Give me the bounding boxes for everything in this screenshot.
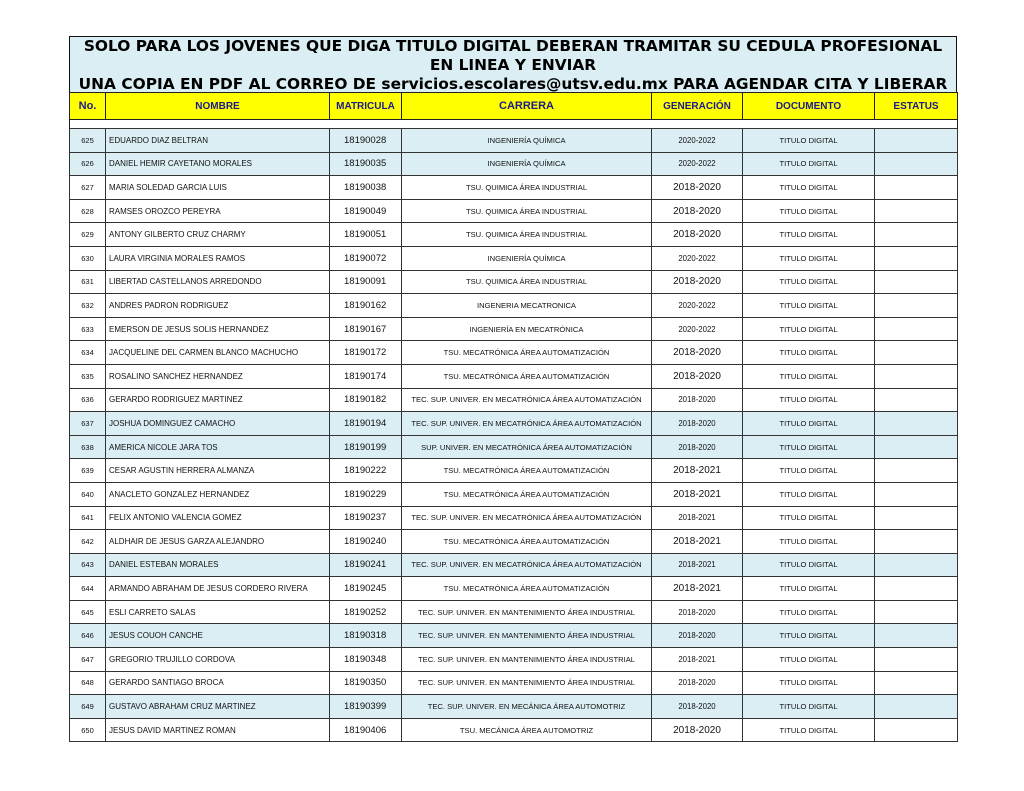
cell-no: 649: [70, 695, 106, 719]
cell-no: 630: [70, 246, 106, 270]
cell-matricula: 18190229: [330, 482, 402, 506]
cell-carrera: INGENERIA MECATRONICA: [402, 294, 652, 318]
table-row: [70, 364, 958, 388]
cell-documento: TITULO DIGITAL: [743, 530, 875, 554]
header-estatus: ESTATUS: [875, 93, 958, 120]
cell-documento: TITULO DIGITAL: [743, 553, 875, 577]
cell-matricula: 18190399: [330, 695, 402, 719]
cell-no: 638: [70, 435, 106, 459]
cell-matricula: 18190051: [330, 223, 402, 247]
cell-documento: TITULO DIGITAL: [743, 176, 875, 200]
table-row: [70, 199, 958, 223]
cell-nombre: GREGORIO TRUJILLO CORDOVA: [106, 648, 330, 672]
cell-matricula: 18190199: [330, 435, 402, 459]
notice-line-1: SOLO PARA LOS JOVENES QUE DIGA TITULO DIGITAL DEBERAN TRAMITAR SU CEDULA PROFESIONAL EN LINEA Y ENVIAR: [83, 37, 943, 74]
cell-no: 629: [70, 223, 106, 247]
cell-estatus: [875, 388, 958, 412]
cell-generacion: 2018-2020: [652, 600, 743, 624]
cell-generacion: 2018-2020: [652, 270, 743, 294]
cell-documento: TITULO DIGITAL: [743, 648, 875, 672]
cell-estatus: [875, 246, 958, 270]
cell-no: 627: [70, 176, 106, 200]
cell-no: 631: [70, 270, 106, 294]
cell-estatus: [875, 553, 958, 577]
cell-carrera: TSU. MECATRÓNICA ÁREA AUTOMATIZACIÓN: [402, 341, 652, 365]
cell-carrera: TSU. QUIMICA ÁREA INDUSTRIAL: [402, 199, 652, 223]
cell-estatus: [875, 459, 958, 483]
cell-matricula: 18190091: [330, 270, 402, 294]
cell-matricula: 18190350: [330, 671, 402, 695]
cell-estatus: [875, 199, 958, 223]
cell-documento: TITULO DIGITAL: [743, 695, 875, 719]
cell-estatus: [875, 648, 958, 672]
cell-estatus: [875, 152, 958, 176]
cell-carrera: TSU. QUIMICA ÁREA INDUSTRIAL: [402, 270, 652, 294]
cell-carrera: TEC. SUP. UNIVER. EN MANTENIMIENTO ÁREA INDUSTRIAL: [402, 648, 652, 672]
cell-documento: TITULO DIGITAL: [743, 412, 875, 436]
cell-no: 646: [70, 624, 106, 648]
cell-matricula: 18190038: [330, 176, 402, 200]
cell-generacion: 2018-2020: [652, 671, 743, 695]
notice-line-2: UNA COPIA EN PDF AL CORREO DE servicios.escolares@utsv.edu.mx PARA AGENDAR CITA Y LIBERAR: [78, 75, 948, 92]
cell-no: 636: [70, 388, 106, 412]
cell-documento: TITULO DIGITAL: [743, 129, 875, 153]
header-carrera: CARRERA: [402, 93, 652, 120]
cell-matricula: 18190406: [330, 718, 402, 742]
cell-no: 635: [70, 364, 106, 388]
table-row: [70, 624, 958, 648]
cell-nombre: ARMANDO ABRAHAM DE JESUS CORDERO RIVERA: [106, 577, 330, 601]
cell-estatus: [875, 317, 958, 341]
cell-estatus: [875, 294, 958, 318]
cell-matricula: 18190240: [330, 530, 402, 554]
cell-matricula: 18190318: [330, 624, 402, 648]
cell-nombre: JACQUELINE DEL CARMEN BLANCO MACHUCHO: [106, 341, 330, 365]
cell-estatus: [875, 364, 958, 388]
cell-nombre: DANIEL ESTEBAN MORALES: [106, 553, 330, 577]
cell-carrera: TSU. MECATRÓNICA ÁREA AUTOMATIZACIÓN: [402, 577, 652, 601]
cell-nombre: LIBERTAD CASTELLANOS ARREDONDO: [106, 270, 330, 294]
cell-matricula: 18190049: [330, 199, 402, 223]
cell-carrera: TEC. SUP. UNIVER. EN MECATRÓNICA ÁREA AUTOMATIZACIÓN: [402, 388, 652, 412]
cell-no: 641: [70, 506, 106, 530]
cell-generacion: 2018-2020: [652, 223, 743, 247]
cell-nombre: EDUARDO DIAZ BELTRAN: [106, 129, 330, 153]
cell-generacion: 2018-2021: [652, 648, 743, 672]
cell-matricula: 18190028: [330, 129, 402, 153]
cell-documento: TITULO DIGITAL: [743, 152, 875, 176]
cell-matricula: 18190072: [330, 246, 402, 270]
cell-estatus: [875, 412, 958, 436]
cell-generacion: 2018-2021: [652, 482, 743, 506]
cell-no: 643: [70, 553, 106, 577]
cell-carrera: TSU. MECATRÓNICA ÁREA AUTOMATIZACIÓN: [402, 482, 652, 506]
cell-no: 628: [70, 199, 106, 223]
header-documento: DOCUMENTO: [743, 93, 875, 120]
cell-matricula: 18190174: [330, 364, 402, 388]
notice-banner: [69, 36, 957, 92]
cell-documento: TITULO DIGITAL: [743, 435, 875, 459]
cell-estatus: [875, 435, 958, 459]
table-row: [70, 482, 958, 506]
cell-no: 647: [70, 648, 106, 672]
header-nombre: NOMBRE: [106, 93, 330, 120]
cell-no: 644: [70, 577, 106, 601]
spacer-row: [70, 120, 958, 129]
cell-estatus: [875, 506, 958, 530]
cell-matricula: 18190194: [330, 412, 402, 436]
cell-estatus: [875, 341, 958, 365]
cell-matricula: 18190162: [330, 294, 402, 318]
cell-generacion: 2018-2021: [652, 506, 743, 530]
cell-carrera: SUP. UNIVER. EN MECATRÓNICA ÁREA AUTOMATIZACIÓN: [402, 435, 652, 459]
cell-nombre: JESUS COUOH CANCHE: [106, 624, 330, 648]
table-row: [70, 435, 958, 459]
cell-nombre: DANIEL HEMIR CAYETANO MORALES: [106, 152, 330, 176]
document-sheet: [69, 36, 957, 742]
cell-carrera: INGENIERÍA QUÍMICA: [402, 129, 652, 153]
cell-generacion: 2018-2020: [652, 624, 743, 648]
cell-documento: TITULO DIGITAL: [743, 341, 875, 365]
cell-generacion: 2018-2020: [652, 176, 743, 200]
cell-no: 634: [70, 341, 106, 365]
cell-no: 645: [70, 600, 106, 624]
cell-generacion: 2020-2022: [652, 246, 743, 270]
cell-nombre: ROSALINO SANCHEZ HERNANDEZ: [106, 364, 330, 388]
cell-generacion: 2018-2021: [652, 577, 743, 601]
cell-documento: TITULO DIGITAL: [743, 246, 875, 270]
cell-documento: TITULO DIGITAL: [743, 294, 875, 318]
cell-carrera: TEC. SUP. UNIVER. EN MECATRÓNICA ÁREA AUTOMATIZACIÓN: [402, 412, 652, 436]
cell-matricula: 18190167: [330, 317, 402, 341]
cell-no: 648: [70, 671, 106, 695]
cell-generacion: 2018-2020: [652, 718, 743, 742]
cell-estatus: [875, 718, 958, 742]
cell-documento: TITULO DIGITAL: [743, 600, 875, 624]
cell-generacion: 2018-2020: [652, 435, 743, 459]
cell-nombre: JESUS DAVID MARTINEZ ROMAN: [106, 718, 330, 742]
table-row: [70, 553, 958, 577]
cell-estatus: [875, 671, 958, 695]
cell-carrera: TSU. MECATRÓNICA ÁREA AUTOMATIZACIÓN: [402, 530, 652, 554]
cell-carrera: TEC. SUP. UNIVER. EN MANTENIMIENTO ÁREA INDUSTRIAL: [402, 671, 652, 695]
table-row: [70, 341, 958, 365]
cell-estatus: [875, 624, 958, 648]
table-row: [70, 270, 958, 294]
cell-generacion: 2018-2020: [652, 199, 743, 223]
table-row: [70, 317, 958, 341]
cell-documento: TITULO DIGITAL: [743, 317, 875, 341]
cell-carrera: TEC. SUP. UNIVER. EN MECATRÓNICA ÁREA AUTOMATIZACIÓN: [402, 553, 652, 577]
table-row: [70, 718, 958, 742]
table-row: [70, 152, 958, 176]
cell-matricula: 18190241: [330, 553, 402, 577]
table-row: [70, 412, 958, 436]
cell-matricula: 18190035: [330, 152, 402, 176]
header-no: No.: [70, 93, 106, 120]
cell-no: 632: [70, 294, 106, 318]
cell-nombre: GERARDO SANTIAGO BROCA: [106, 671, 330, 695]
cell-nombre: GERARDO RODRIGUEZ MARTINEZ: [106, 388, 330, 412]
cell-carrera: TEC. SUP. UNIVER. EN MECATRÓNICA ÁREA AUTOMATIZACIÓN: [402, 506, 652, 530]
cell-carrera: TSU. MECÁNICA ÁREA AUTOMOTRIZ: [402, 718, 652, 742]
table-row: [70, 648, 958, 672]
cell-no: 626: [70, 152, 106, 176]
cell-nombre: ANTONY GILBERTO CRUZ CHARMY: [106, 223, 330, 247]
cell-matricula: 18190172: [330, 341, 402, 365]
header-generacion: GENERACIÓN: [652, 93, 743, 120]
cell-carrera: TSU. MECATRÓNICA ÁREA AUTOMATIZACIÓN: [402, 459, 652, 483]
cell-generacion: 2018-2020: [652, 341, 743, 365]
header-matricula: MATRICULA: [330, 93, 402, 120]
cell-generacion: 2018-2020: [652, 388, 743, 412]
table-row: [70, 577, 958, 601]
cell-no: 640: [70, 482, 106, 506]
cell-documento: TITULO DIGITAL: [743, 482, 875, 506]
cell-estatus: [875, 695, 958, 719]
cell-nombre: ANDRES PADRON RODRIGUEZ: [106, 294, 330, 318]
cell-nombre: LAURA VIRGINIA MORALES RAMOS: [106, 246, 330, 270]
cell-nombre: RAMSES OROZCO PEREYRA: [106, 199, 330, 223]
cell-documento: TITULO DIGITAL: [743, 459, 875, 483]
cell-generacion: 2020-2022: [652, 152, 743, 176]
table-row: [70, 506, 958, 530]
cell-generacion: 2018-2020: [652, 364, 743, 388]
table-row: [70, 671, 958, 695]
cell-no: 633: [70, 317, 106, 341]
cell-generacion: 2020-2022: [652, 129, 743, 153]
table-row: [70, 388, 958, 412]
cell-estatus: [875, 270, 958, 294]
cell-generacion: 2018-2021: [652, 459, 743, 483]
table-row: [70, 530, 958, 554]
cell-estatus: [875, 482, 958, 506]
cell-nombre: GUSTAVO ABRAHAM CRUZ MARTINEZ: [106, 695, 330, 719]
spacer-cell: [70, 120, 958, 129]
cell-nombre: FELIX ANTONIO VALENCIA GOMEZ: [106, 506, 330, 530]
cell-carrera: INGENIERÍA QUÍMICA: [402, 246, 652, 270]
cell-carrera: TSU. QUIMICA ÁREA INDUSTRIAL: [402, 176, 652, 200]
cell-carrera: TSU. QUIMICA ÁREA INDUSTRIAL: [402, 223, 652, 247]
cell-documento: TITULO DIGITAL: [743, 506, 875, 530]
cell-no: 637: [70, 412, 106, 436]
cell-nombre: ANACLETO GONZALEZ HERNANDEZ: [106, 482, 330, 506]
cell-matricula: 18190245: [330, 577, 402, 601]
table-row: [70, 695, 958, 719]
cell-nombre: MARIA SOLEDAD GARCIA LUIS: [106, 176, 330, 200]
cell-matricula: 18190182: [330, 388, 402, 412]
cell-documento: TITULO DIGITAL: [743, 270, 875, 294]
cell-carrera: INGENIERÍA EN MECATRÓNICA: [402, 317, 652, 341]
cell-generacion: 2020-2022: [652, 317, 743, 341]
cell-carrera: TEC. SUP. UNIVER. EN MANTENIMIENTO ÁREA INDUSTRIAL: [402, 624, 652, 648]
table-row: [70, 223, 958, 247]
cell-generacion: 2020-2022: [652, 294, 743, 318]
cell-estatus: [875, 129, 958, 153]
students-table: [69, 92, 958, 742]
table-header-row: [70, 93, 958, 120]
cell-documento: TITULO DIGITAL: [743, 223, 875, 247]
cell-documento: TITULO DIGITAL: [743, 388, 875, 412]
cell-matricula: 18190222: [330, 459, 402, 483]
table-row: [70, 246, 958, 270]
cell-documento: TITULO DIGITAL: [743, 718, 875, 742]
cell-no: 639: [70, 459, 106, 483]
table-row: [70, 176, 958, 200]
cell-carrera: TEC. SUP. UNIVER. EN MECÁNICA ÁREA AUTOMOTRIZ: [402, 695, 652, 719]
cell-carrera: TEC. SUP. UNIVER. EN MANTENIMIENTO ÁREA INDUSTRIAL: [402, 600, 652, 624]
cell-matricula: 18190252: [330, 600, 402, 624]
cell-generacion: 2018-2020: [652, 695, 743, 719]
cell-generacion: 2018-2020: [652, 412, 743, 436]
cell-documento: TITULO DIGITAL: [743, 199, 875, 223]
table-body: [70, 120, 958, 742]
cell-nombre: ALDHAIR DE JESUS GARZA ALEJANDRO: [106, 530, 330, 554]
table-row: [70, 129, 958, 153]
cell-carrera: INGENIERÍA QUÍMICA: [402, 152, 652, 176]
cell-nombre: CESAR AGUSTIN HERRERA ALMANZA: [106, 459, 330, 483]
cell-no: 650: [70, 718, 106, 742]
cell-estatus: [875, 600, 958, 624]
cell-carrera: TSU. MECATRÓNICA ÁREA AUTOMATIZACIÓN: [402, 364, 652, 388]
cell-documento: TITULO DIGITAL: [743, 624, 875, 648]
cell-documento: TITULO DIGITAL: [743, 577, 875, 601]
cell-estatus: [875, 223, 958, 247]
cell-no: 642: [70, 530, 106, 554]
cell-documento: TITULO DIGITAL: [743, 671, 875, 695]
cell-matricula: 18190348: [330, 648, 402, 672]
cell-matricula: 18190237: [330, 506, 402, 530]
cell-nombre: EMERSON DE JESUS SOLIS HERNANDEZ: [106, 317, 330, 341]
cell-nombre: ESLI CARRETO SALAS: [106, 600, 330, 624]
table-row: [70, 600, 958, 624]
cell-estatus: [875, 176, 958, 200]
cell-generacion: 2018-2021: [652, 553, 743, 577]
table-row: [70, 459, 958, 483]
cell-nombre: JOSHUA DOMINGUEZ CAMACHO: [106, 412, 330, 436]
cell-no: 625: [70, 129, 106, 153]
cell-documento: TITULO DIGITAL: [743, 364, 875, 388]
table-row: [70, 294, 958, 318]
cell-estatus: [875, 530, 958, 554]
cell-generacion: 2018-2021: [652, 530, 743, 554]
cell-estatus: [875, 577, 958, 601]
cell-nombre: AMERICA NICOLE JARA TOS: [106, 435, 330, 459]
